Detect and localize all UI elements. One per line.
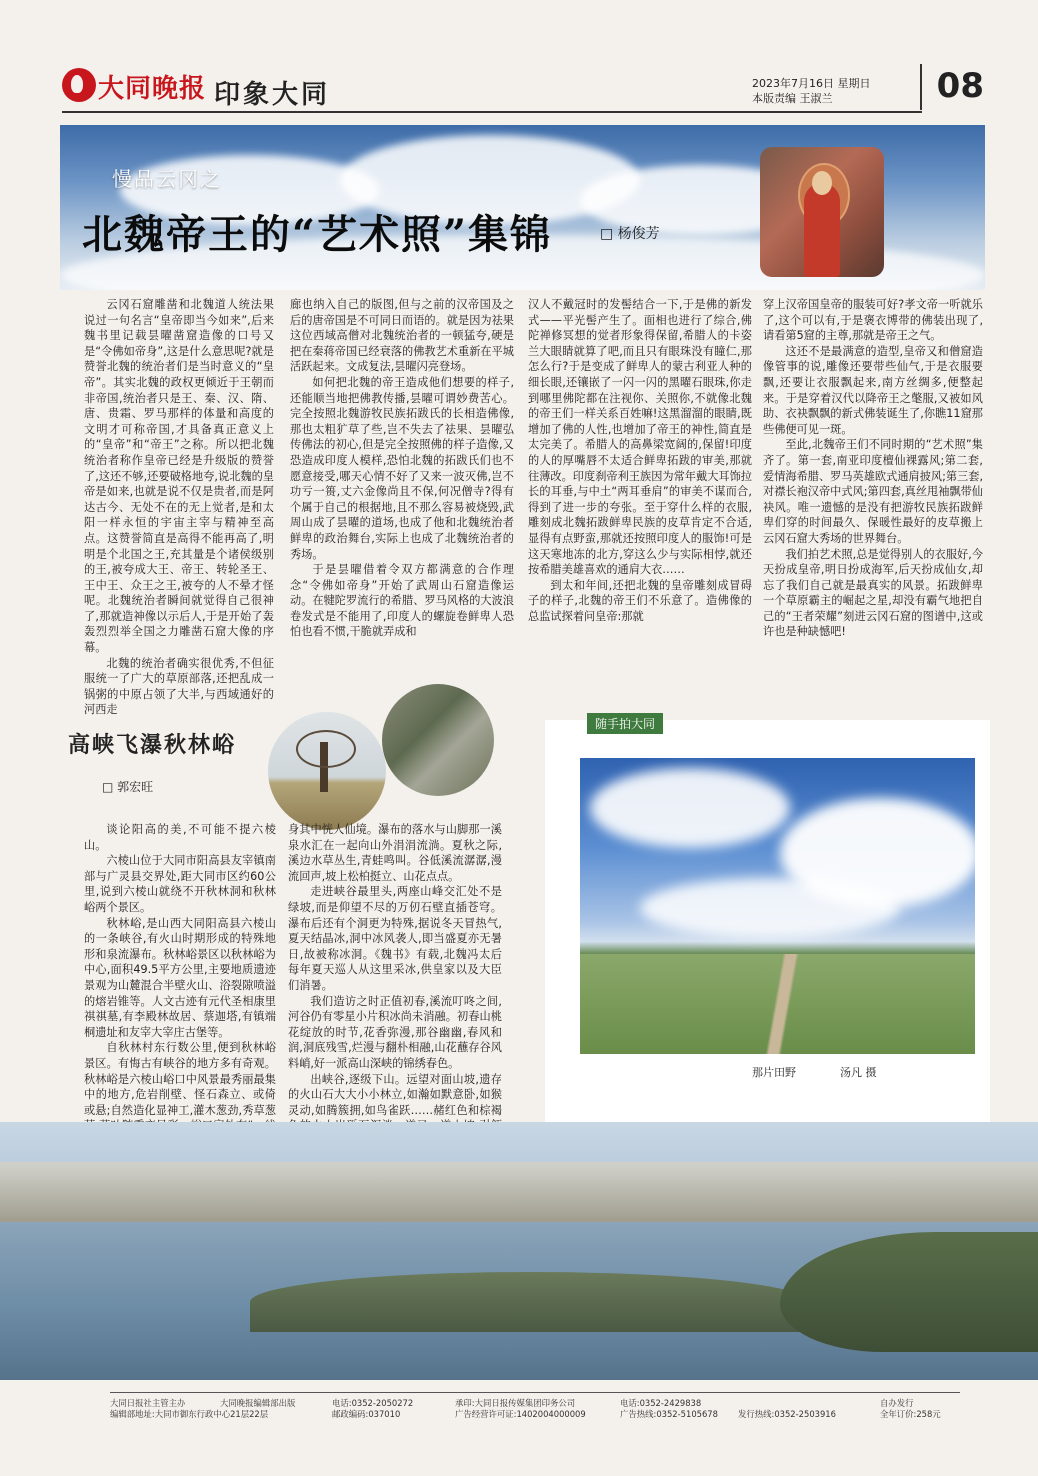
paragraph: 秋林峪,是山西大同阳高县六棱山的一条峡谷,有火山时期形成的特殊地形和泉流瀑布。秋林峪景区以秋林峪为中心,面积49.5平方公里,主要地质遗迹景观为山麓混合半壁火山、浴裂隙喷溢的熔岩锥等。人文古迹有元代圣相康里祺祺墓,有李殿林故居、蔡迦塔,有镇端桐遗址和友宰大宰庄古堡等。 [84, 916, 276, 1039]
paragraph: 汉人不戴冠时的发髻结合一下,于是佛的新发式——平光髻产生了。面相也进行了综合,佛陀禅修冥想的觉者形象得保留,希腊人的卡姿兰大眼睛就算了吧,而且只有眼珠没有瞳仁,那怎么行?于是变成了鲜卑人的蒙古利亚人种的细长眼,还镶嵌了一闪一闪的黑曜石眼珠,你走到哪里佛陀都在注视你、关照你,不就像北魏的帝王们一样关系百姓嘛!这黑溜溜的眼睛,既增加了佛的人性,也增加了帝王的神性,简直是太完美了。希腊人的高鼻梁宽阔的,保留!印度的人的厚嘴唇不太适合鲜卑拓跋的审美,那就往薄改。印度刹帝利王族因为常年戴大耳饰拉长的耳垂,与中土“两耳垂肩”的审美不谋而合,得到了进一步的夸张。至于穿什么样的衣服,雕刻成北魏拓跋鲜卑民族的皮草肯定不合适,显得有点野蛮,那就还按照印度人的服饰!可是这天寒地冻的北方,穿这么少与实际相悖,就还按希腊美雄喜欢的通肩大衣…… [528, 298, 752, 577]
right-shore [780, 1232, 1038, 1352]
date-info [752, 76, 871, 106]
footer-distribution-hotline: 发行热线:0352-2503916 [738, 1409, 836, 1419]
footer-publisher: 大同晚报编辑部出版 [220, 1398, 296, 1408]
field-photo [580, 758, 975, 1054]
paragraph: 六棱山位于大同市阳高县友宰镇南部与广灵县交界处,距大同市区约60公里,说到六棱山就绕不开秋林洞和秋林峪两个景区。 [84, 854, 276, 914]
paragraph: 我们造访之时正值初春,溪流叮咚之间,河谷仍有零星小片积冰尚未消融。初春山桃花绽放的时节,花香弥漫,那谷幽幽,春风和润,洞底残雪,烂漫与翻朴相融,山花蘸存谷风料峭,好一派高山深峡的锦绣春色。 [288, 994, 502, 1070]
article1-column-4 [763, 297, 983, 640]
footer-rule [110, 1392, 960, 1393]
logo: 大同晚报 [98, 74, 207, 104]
page-editor: 本版责编 王淑兰 [752, 92, 833, 105]
photo-caption: 那片田野 [752, 1066, 796, 1079]
photo-column-tag: 随手拍大同 [587, 713, 663, 734]
issue-date: 2023年7月16日 星期日 [752, 77, 871, 90]
masthead [62, 62, 982, 117]
paragraph: 我们拍艺术照,总是觉得别人的衣服好,今天扮成皇帝,明日扮成海军,后天扮成仙女,却忘了我们自己就是最真实的风景。拓跋鲜卑一个草原霸主的崛起之星,却没有霸气地把自己的“王者荣耀”刻进云冈石窟的图谱中,这或许也是种缺憾吧! [763, 547, 983, 639]
footer-postcode: 邮政编码:037010 [332, 1409, 401, 1419]
cloud-shape [590, 768, 790, 848]
paragraph: 如何把北魏的帝王造成他们想要的样子,还能顺当地把佛教传播,昙曜可谓妙费苦心。完全按照北魏游牧民族拓跋氏的长相造佛像,那也太粗犷草了些,岂不失去了祛果、昙曜弘传佛法的初心,但是完全按照佛的样子造像,又恐造成印度人模样,恐怕北魏的拓跋氏们也不愿意接受,哪天心情不好了又来一波灭佛,岂不功亏一篑,丈六金像尚且不保,何况僧寺?得有个属于自己的根据地,且不那么容易被烧毁,武周山成了昙曜的道场,也成了他和北魏统治者鲜卑的政治舞台,实际上也成了北魏统治者的秀场。 [290, 375, 514, 561]
section-title: 印象大同 [214, 80, 331, 110]
footer-phone: 电话:0352-2050272 [332, 1398, 414, 1408]
footer-printer: 承印:大同日报传媒集团印务公司 [455, 1398, 576, 1408]
footer-ad-hotline: 广告热线:0352-5105678 [620, 1409, 718, 1419]
head-shape [812, 171, 832, 195]
footer-address: 编辑部地址:大同市御东行政中心21层22层 [110, 1409, 269, 1419]
article-title: 北魏帝王的“艺术照”集锦 [82, 211, 553, 258]
far-shore [0, 1162, 1038, 1222]
paragraph: 穿上汉帝国皇帝的服装可好?孝文帝一听就乐了,这个可以有,于是褒衣博带的佛装出现了,请看第5窟的主尊,那就是帝王之气。 [763, 298, 983, 343]
paragraph: 走进峡谷最里头,两座山峰交汇处不是绿坡,而是仰望不尽的万仞石壁直插苍穹。瀑布后还有个洞更为特殊,据说冬天冒热气,夏天结晶冰,洞中冰风袭人,即当盛夏亦无暑日,故被称冰洞。《魏书》有载,北魏冯太后每年夏天巡人从这里采冰,供皇家以及大臣们消暑。 [288, 885, 502, 992]
paragraph: 至此,北魏帝王们不同时期的“艺术照”集齐了。第一套,南亚印度檀仙裸露风;第二套,爱情海希腊、罗马英雄欧式通肩披风;第三套,对襟长袍汉帝中式风;第四套,真丝甩袖飘带仙袂风。唯一遗憾的是没有把游牧民族拓跋鲜卑们穿的时间最久、保暖性最好的皮草搬上云冈石窟大秀场的世界舞台。 [763, 438, 983, 545]
boardwalk [720, 954, 860, 1054]
paragraph: 身其中恍人仙境。瀑布的落水与山脚那一溪泉水汇在一起向山外涓涓流淌。夏秋之际,溪边水草丛生,青蛙鸣叫。谷低溪流潺潺,漫流回声,坡上松柏挺立、山花点点。 [288, 823, 502, 883]
footer-printer-phone: 电话:0352-2429838 [620, 1398, 702, 1408]
article-author: □ 杨俊芳 [600, 226, 660, 242]
footer-annual-price: 全年订价:258元 [880, 1409, 941, 1419]
tree-branches [296, 730, 356, 768]
article1-column-3 [528, 297, 752, 624]
cloud-shape [640, 878, 900, 938]
paragraph: 廊也纳入自己的版图,但与之前的汉帝国及之后的唐帝国是不可同日而语的。就是因为祛果这位西域高僧对北魏统治者的一顿猛夸,硬是把在秦蒋帝国已经衰落的佛教艺术重新在平城活跃起来。文成复法,昙曜闪亮登场。 [290, 298, 514, 374]
paragraph: 自秋林村东行数公里,便到秋林峪景区。有悔古有峡谷的地方多有奇观。秋林峪是六棱山峪口中风景最秀丽最集中的地方,危岩削壁、怪石森立、或倚或悬;自然造化显神工,灌木葱劲,秀草葱 [84, 1041, 276, 1117]
paragraph: 谈论阳高的美,不可能不提六棱山。 [84, 823, 276, 852]
paragraph: 这还不是最满意的造型,皇帝又和僧窟造像管事的说,雕像还要带些仙气,于是衣服要飘,还要让衣服飘起来,南方丝绸多,便整起来。于是穿着汉代以降帝王之氅服,又被如风助、衣袂飘飘的新式佛装诞生了,你瞧11窟那些佛便可见一斑。 [763, 344, 983, 436]
robe-shape [804, 183, 840, 277]
footer-host: 大同日报社主管主办 [110, 1398, 186, 1408]
paragraph: 出峡谷,逐级下山。远望对面山坡,遗存的火山石大大小小林立,如瀚如默意卧,如猴灵动,如腾簇拥,如鸟雀跃……赭红色和棕褐 [288, 1072, 502, 1117]
article2-title: 高峡飞瀑秋林峪 [68, 732, 237, 758]
lake-photo [0, 1122, 1038, 1380]
tree-photo [268, 712, 386, 830]
buddha-statue-photo [760, 147, 884, 277]
masthead-rule [62, 111, 922, 113]
article1-column-1 [84, 297, 274, 718]
paragraph: 到太和年间,还把北魏的皇帝雕刻成冒碍子的样子,北魏的帝王们不乐意了。造佛像的总监试探着问皇帝:那就 [528, 578, 752, 623]
gorge-photo [382, 684, 494, 796]
paragraph: 于是昙曜借着令双方都满意的合作理念“令佛如帝身”开始了武周山石窟造像运动。在犍陀罗流行的希腊、罗马风格的大波浪卷发式是不能用了,印度人的螺旋卷鲜卑人恐怕也看不惯,干脆就弄成和 [290, 563, 514, 639]
article2-author: □ 郭宏旺 [102, 780, 154, 794]
island [250, 1272, 810, 1332]
article1-column-2 [290, 297, 514, 640]
series-label: 慢品云冈之 [112, 167, 222, 191]
photo-credit: 汤凡 摄 [840, 1066, 877, 1079]
footer-ad-license: 广告经营许可证:1402004000009 [455, 1409, 586, 1419]
paragraph: 北魏的统治者确实很优秀,不但征服统一了广大的草原部落,还把乱成一锅粥的中原占领了大半,与西域通好的河西走 [84, 656, 274, 717]
footer [110, 1398, 960, 1420]
page-number: 08 [920, 64, 984, 110]
logo-icon [62, 68, 96, 102]
paragraph: 云冈石窟雕凿和北魏道人统法果说过一句名言“皇帝即当今如来”,后来魏书里记载昙曜凿窟造像的口号又是“令佛如帝身”,这是什么意思呢?就是赞誉北魏的统治者们是当时意义的“皇帝”。其实北魏的政权更倾近于王朝而非帝国,统治者只是王、秦、汉、隋、唐、贵霜、罗马那样的体量和高度的文明才可称帝国,才具备真正意义上的“皇帝”和“帝王”之称。所以把北魏统治者称作皇帝已经是升级版的赞誉了,这还不够,还要破格地夸,说北魏的皇帝是如来,也就是说不仅是贵者,而是阿达古今、无处不在的无上觉者,是和太阳一样永恒的宇宙主宰与精神至高点。这赞誉简直是高得不能再高了,明明是个北国之王,充其量是个诸侯级别的王,被夸成大王、帝王、转轮圣王、王中王、众王之王,被夸的人不晕才怪呢。北魏统治者瞬间就觉得自己很神了,那就造神像以示后人,于是开始了轰轰烈烈举全国之力雕凿石窟大像的序幕。 [84, 298, 274, 655]
footer-self-distribution: 自办发行 [880, 1398, 914, 1408]
hero-banner [60, 125, 985, 290]
